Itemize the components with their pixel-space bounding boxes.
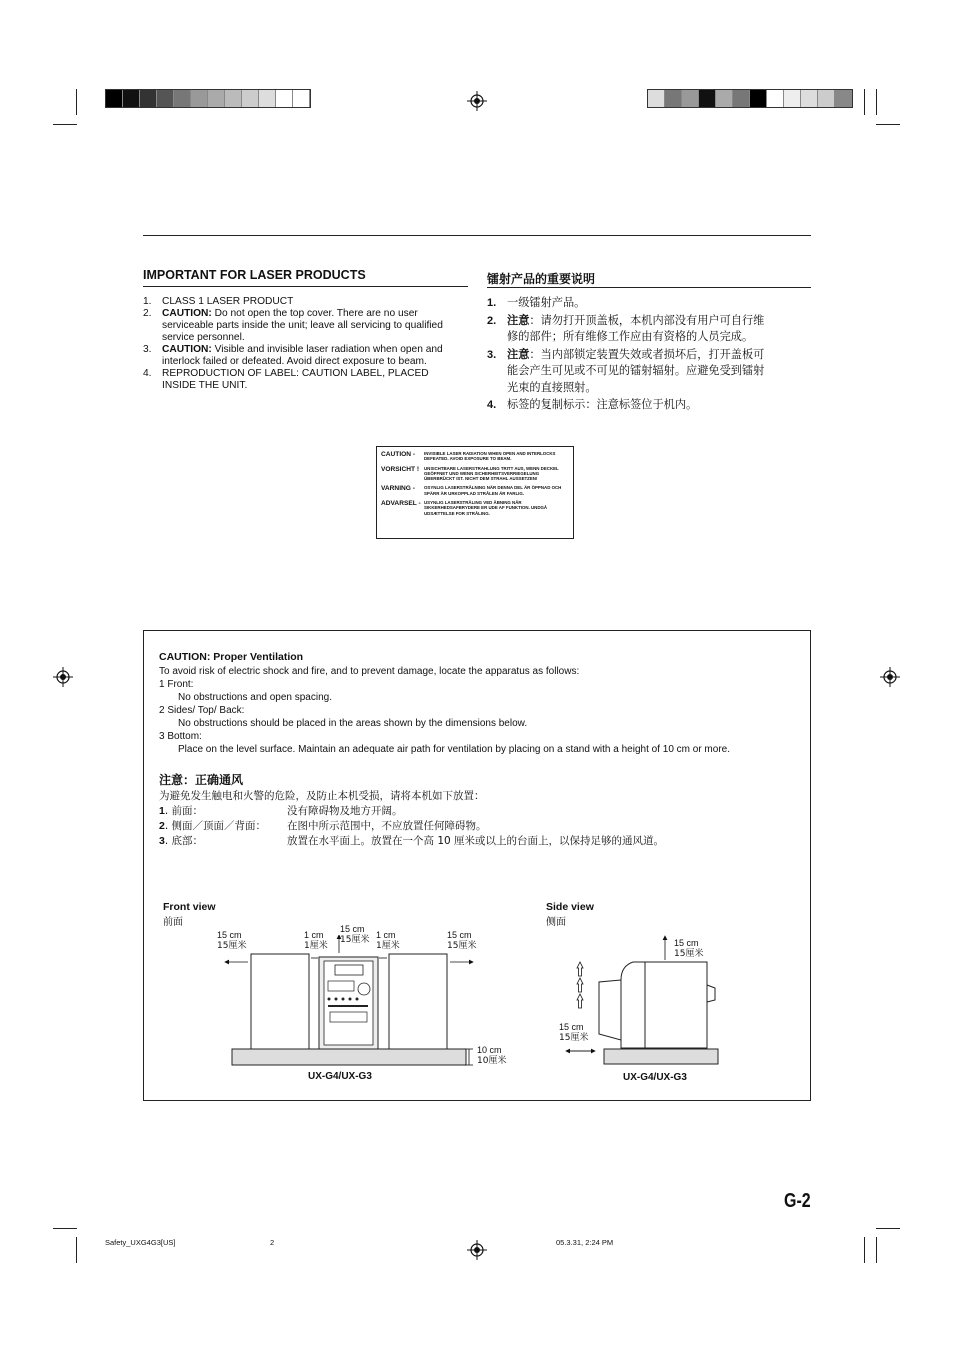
list-item: 3. CAUTION: Visible and invisible laser radiation when open and interlock failed or defeated. Avoid direct exposure to beam. — [143, 344, 443, 367]
footer-file: Safety_UXG4G3[US] — [105, 1238, 176, 1247]
laser-list-cn — [487, 295, 772, 415]
crop-mark — [53, 124, 77, 125]
laser-list-en — [143, 296, 463, 392]
front-view-label: Front view — [163, 901, 216, 913]
list-item: 4. 标签的复制标示：注意标签位于机内。 — [487, 398, 698, 411]
crop-mark — [876, 1228, 900, 1229]
vent-cn-intro: 为避免发生触电和火警的危险，及防止本机受损，请将本机如下放置： — [159, 790, 485, 802]
dim-side-back: 15 cm 15厘米 — [559, 1022, 589, 1043]
vent-title: CAUTION: Proper Ventilation — [159, 651, 304, 663]
vent-intro: To avoid risk of electric shock and fire, and to prevent damage, locate the apparatus as follows: — [159, 666, 580, 677]
crop-mark — [53, 1228, 77, 1229]
laser-title-rule-en — [143, 286, 468, 287]
registration-target-icon — [53, 667, 73, 687]
registration-target-icon — [467, 1240, 487, 1260]
list-item: 2. 注意：请勿打开顶盖板，本机内部没有用户可自行维修的部件；所有维修工作应由有资格的人员完成。 — [487, 313, 765, 343]
laser-title-cn: 镭射产品的重要说明 — [487, 272, 596, 286]
crop-mark — [864, 89, 865, 115]
vent-sides-text: No obstructions should be placed in the areas shown by the dimensions below. — [178, 718, 528, 729]
vent-cn-row-2: 2. 侧面／顶面／背面： — [159, 820, 267, 832]
dim-front-gap-right: 1 cm 1厘米 — [376, 930, 400, 951]
caution-label — [376, 446, 574, 539]
vent-cn-title: 注意：正确通风 — [159, 773, 244, 787]
front-view-diagram — [215, 935, 500, 1075]
label-row: CAUTION - INVISIBLE LASER RADIATION WHEN OPEN AND INTERLOCKS DEFEATED. AVOID EXPOSURE TO BEAM. — [381, 451, 556, 462]
model-label-side: UX-G4/UX-G3 — [623, 1072, 687, 1083]
color-strip-left — [105, 89, 311, 108]
laser-title-en: IMPORTANT FOR LASER PRODUCTS — [143, 268, 366, 282]
vent-bottom-text: Place on the level surface. Maintain an adequate air path for ventilation by placing on a stand with a height of 10 cm or more. — [178, 744, 730, 755]
model-label-front: UX-G4/UX-G3 — [308, 1071, 372, 1082]
vent-cn-row-3: 3. 底部： — [159, 835, 204, 847]
registration-target-icon — [467, 91, 487, 111]
vent-cn-row-1: 1. 前面： — [159, 805, 204, 817]
dim-front-right: 15 cm 15厘米 — [447, 930, 477, 951]
crop-mark — [76, 89, 77, 115]
dim-front-top: 15 cm 15厘米 — [340, 924, 370, 945]
crop-mark — [864, 1237, 865, 1263]
side-view-label: Side view — [546, 901, 594, 913]
footer-page-num: 2 — [270, 1238, 275, 1247]
dim-front-bottom: 10 cm 10厘米 — [477, 1045, 507, 1066]
crop-mark — [876, 89, 877, 115]
color-strip-right — [647, 89, 853, 108]
side-view-label-cn: 侧面 — [546, 917, 566, 928]
vent-cn-row-2-text: 在图中所示范围中，不应放置任何障碍物。 — [287, 820, 487, 832]
side-view-diagram — [555, 930, 730, 1070]
dim-front-gap-left: 1 cm 1厘米 — [304, 930, 328, 951]
crop-mark — [876, 1237, 877, 1263]
vent-front-heading: 1 Front: — [159, 679, 194, 690]
crop-mark — [876, 124, 900, 125]
vent-front-text: No obstructions and open spacing. — [178, 692, 332, 703]
vent-cn-row-3-text: 放置在水平面上。放置在一个高 10 厘米或以上的台面上，以保持足够的通风道。 — [287, 835, 665, 847]
list-item: 3. 注意：当内部锁定装置失效或者损坏后，打开盖板可能会产生可见或不可见的镭射辐射。应避免受到镭射光束的直接照射。 — [487, 347, 765, 394]
list-item: 2. CAUTION: Do not open the top cover. There are no user serviceable parts inside the unit; leave all servicing to qualified service personnel. — [143, 308, 443, 343]
label-row: ADVARSEL - USYNLIG LASERSTRÅLING VED ÅBNING NÅR SIKKERHEDSAFBRYDERE ER UDE AF FUNKTION. UNDGÅ UDSÆTTELSE FOR STRÅLING. — [381, 500, 548, 516]
front-view-label-cn: 前面 — [163, 917, 183, 928]
label-row: VORSICHT ! UNSICHTBARE LASERSTRAHLUNG TRITT AUS, WENN DECKEL GEÖFFNET UND WENN SICHERHEITSVERRIEGELUNG ÜBERBRÜCKT IST. NICHT DEM STRAHL AUSSETZEN! — [381, 465, 559, 482]
list-item: 1. CLASS 1 LASER PRODUCT — [143, 296, 294, 307]
label-row: VARNING - OSYNLIG LASERSTRÅLNING NÄR DENNA DEL ÄR ÖPPNAD OCH SPÄRR ÄR URKOPPLAD STRÅLEN ÄR FARLIG. — [381, 485, 562, 496]
vent-cn-row-1-text: 没有障碍物及地方开阔。 — [287, 805, 403, 817]
vent-bottom-heading: 3 Bottom: — [159, 731, 202, 742]
laser-title-rule-cn — [487, 287, 811, 288]
list-item: 4. REPRODUCTION OF LABEL: CAUTION LABEL, PLACED INSIDE THE UNIT. — [143, 368, 429, 391]
dim-front-left: 15 cm 15厘米 — [217, 930, 247, 951]
registration-target-icon — [880, 667, 900, 687]
top-rule — [143, 235, 811, 236]
crop-mark — [76, 1237, 77, 1263]
page-label: G-2 — [784, 1190, 811, 1212]
footer-date: 05.3.31, 2:24 PM — [556, 1238, 614, 1247]
dim-side-top: 15 cm 15厘米 — [674, 938, 704, 959]
list-item: 1. 一级镭射产品。 — [487, 296, 586, 309]
vent-sides-heading: 2 Sides/ Top/ Back: — [159, 705, 245, 716]
